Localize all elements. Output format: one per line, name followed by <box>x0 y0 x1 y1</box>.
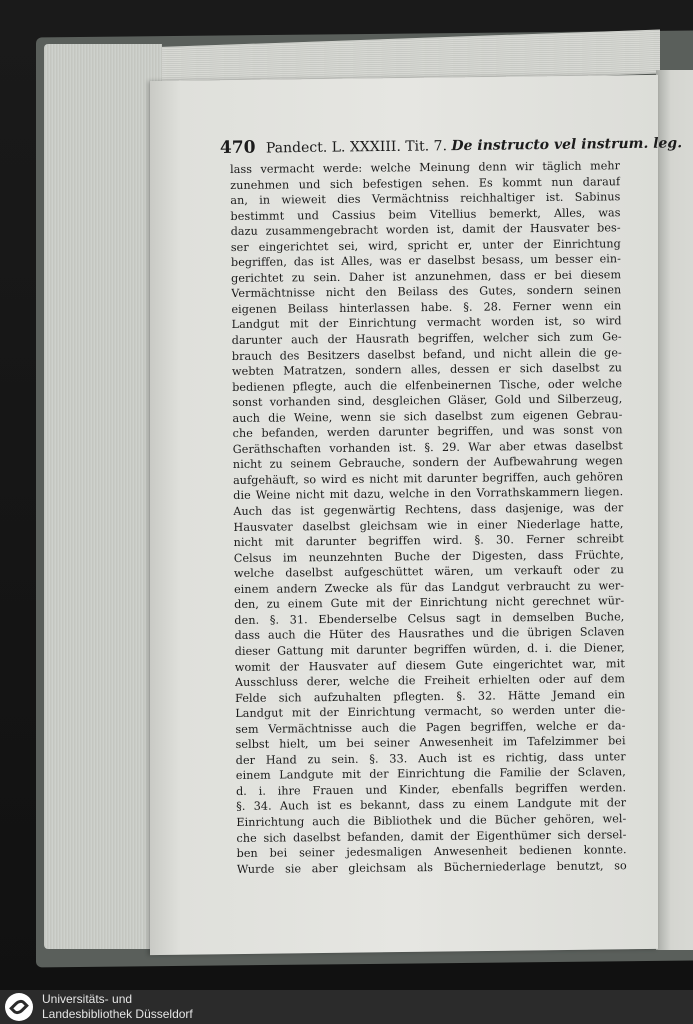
text-line: eigenen Beilass hinterlassen habe. §. 28. Ferner wenn ein <box>231 299 622 316</box>
text-line: Einrichtung auch die Bibliothek und die Bücher gehören, wel- <box>236 812 627 829</box>
text-line: dieser Gattung mit darunter begriffen würden, d. i. die Diener, <box>234 641 625 658</box>
text-line: d. i. ihre Frauen und Kinder, ebenfalls begriffen werden. <box>235 781 627 798</box>
library-logo-icon <box>5 993 33 1021</box>
text-line: Wurde sie aber gleichsam als Bücherniederlage benutzt, so <box>236 858 627 876</box>
text-line: auch die Weine, wenn sie sich daselbst zum eigenen Gebrau- <box>232 407 623 425</box>
text-line: den. §. 31. Ebenderselbe Celsus sagt in demselben Buche, <box>234 610 625 627</box>
body-text <box>230 158 627 877</box>
text-line: zunehmen und sich befestigen sehen. Es kommt nun darauf <box>230 174 621 192</box>
text-line: womit der Hausvater auf diesem Gute eingerichtet war, mit <box>234 656 625 674</box>
page-number: 470 <box>219 137 256 158</box>
text-line: Geräthschaften vorhanden ist. §. 29. War aber etwas daselbst <box>232 439 623 456</box>
library-footer <box>0 990 693 1024</box>
text-line: Auch das ist gegenwärtig Rechtens, dass dasjenige, was der <box>233 501 624 519</box>
page-fore-edges <box>44 44 162 949</box>
text-line: die Weine nicht mit dazu, welche in den Vorrathskammern liegen. <box>233 485 624 503</box>
text-line: welche daselbst aufgeschüttet wären, um verkauft oder zu <box>233 563 624 581</box>
running-head: Pandect. L. XXXIII. Tit. 7. <box>265 138 448 157</box>
text-line: begriffen, das ist Alles, was er daselbst besass, um besser ein- <box>230 252 622 270</box>
text-line: Landgut mit der Einrichtung vermacht worden ist, so wird <box>231 314 622 332</box>
facing-page-edge <box>656 70 693 950</box>
text-line: aufgehäuft, so wird es nicht mit darunter begriffen, auch gehören <box>232 470 624 487</box>
text-line: webten Matratzen, sondern alles, dessen er sich daselbst zu <box>231 361 623 379</box>
text-line: dass auch die Hüter des Hausrathes und die übrigen Sclaven <box>234 625 625 643</box>
text-line: den, zu einem Gute mit der Einrichtung nicht gerechnet wür- <box>234 594 625 612</box>
text-line: Landgut mit der Einrichtung vermacht, so werden unter die- <box>235 703 626 721</box>
institution-line-2: Landesbibliothek Düsseldorf <box>42 1007 193 1021</box>
text-line: §. 34. Auch ist es bekannt, dass zu einem Landgute mit der <box>236 796 627 814</box>
institution-name <box>42 992 193 1022</box>
institution-line-1: Universitäts- und <box>42 992 133 1006</box>
text-line: an, in wieweit dies Vermächtniss reichhaltiger ist. Sabinus <box>230 190 621 208</box>
text-line: brauch des Besitzers daselbst befand, und nicht allein die ge- <box>231 345 622 363</box>
text-line: che befanden, werden darunter begriffen, und was sonst von <box>232 423 623 441</box>
text-line: ben bei seiner jedesmaligen Anwesenheit bedienen konnte. <box>236 843 627 861</box>
text-line: Hausvater daselbst gleichsam wie in einer Niederlage hatte, <box>233 516 624 534</box>
text-line: darunter auch der Hausrath begriffen, welcher sich zum Ge- <box>231 330 622 348</box>
text-line: selbst hielt, um bei seiner Anwesenheit im Tafelzimmer bei <box>235 734 626 752</box>
text-line: einem andern Zwecke als für das Landgut verbraucht zu wer- <box>234 579 625 596</box>
text-line: einem Landgute mit der Einrichtung die Familie der Sclaven, <box>235 765 626 783</box>
text-line: lass vermacht werde: welche Meinung denn wir täglich mehr <box>230 159 621 176</box>
text-line: nicht mit darunter begriffen wird. §. 30. Ferner schreibt <box>233 532 624 550</box>
text-line: Celsus im neunzehnten Buche der Digesten, dass Früchte, <box>233 547 624 565</box>
text-line: gerichtet zu sein. Daher ist anzunehmen, dass er bei diesem <box>231 268 622 285</box>
text-line: ser eingerichtet sei, wird, spricht er, unter der Einrichtung <box>230 236 621 254</box>
text-line: che sich daselbst befanden, damit der Eigenthümer sich dersel- <box>236 827 627 845</box>
text-line: Felde sich aufzuhalten pflegten. §. 32. Hätte Jemand ein <box>235 687 626 705</box>
text-line: sem Vermächtnisse auch die Pagen begriffen, welche er da- <box>235 718 626 736</box>
header-title: De instructo vel instrum. leg. <box>451 135 683 155</box>
text-line: dazu zusammengebracht worden ist, damit der Hausvater bes- <box>230 221 621 239</box>
text-line: bestimmt und Cassius beim Vitellius bemerkt, Alles, was <box>230 205 621 223</box>
text-line: nicht zu seinem Gebrauche, sondern der Aufbewahrung wegen <box>232 454 623 472</box>
text-line: sonst vorhanden sind, desgleichen Gläser, Gold und Silberzeug, <box>232 392 623 410</box>
text-line: der Hand zu sein. §. 33. Auch ist es richtig, dass unter <box>235 750 626 767</box>
text-line: Ausschluss derer, welche die Freiheit erhielten oder auf dem <box>234 672 626 690</box>
text-line: Vermächtnisse nicht den Beilass des Gutes, sondern seinen <box>231 283 622 301</box>
text-line: bedienen pflegte, auch die elfenbeinernen Tische, oder welche <box>232 376 623 394</box>
